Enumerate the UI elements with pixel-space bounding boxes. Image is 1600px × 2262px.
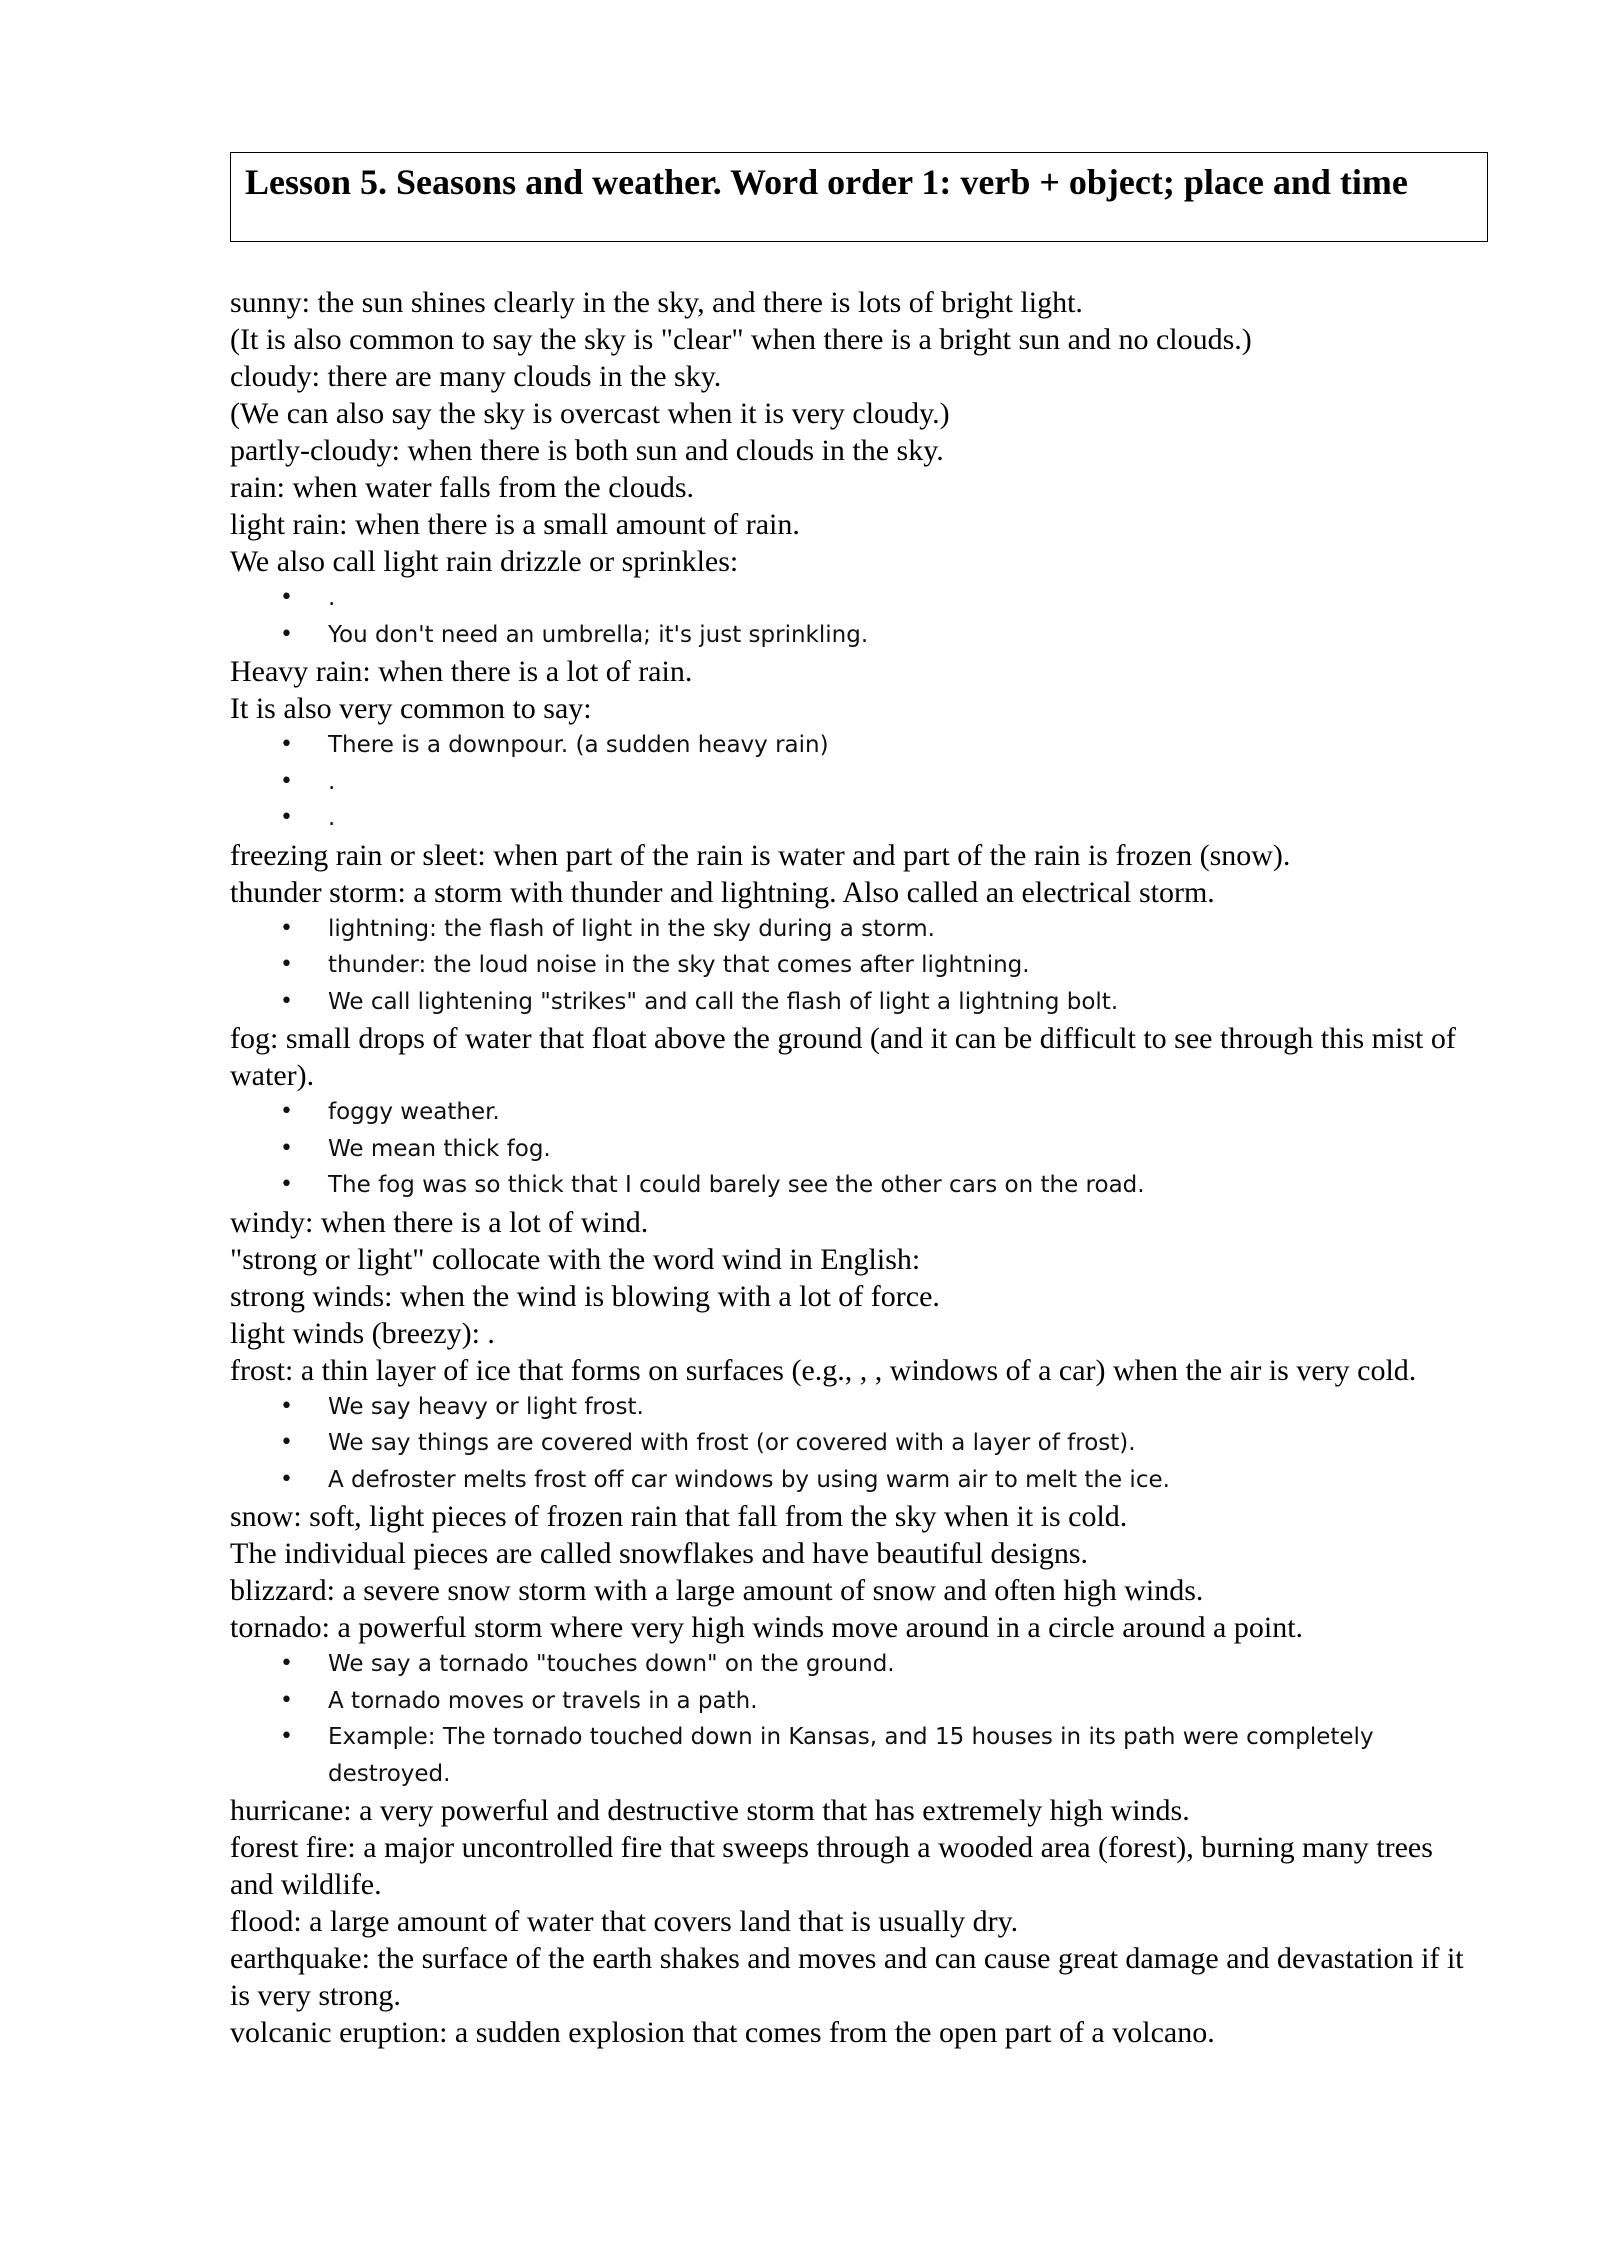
- list-item: [280, 984, 1480, 1021]
- list-item: [280, 911, 1480, 948]
- list-item: [280, 947, 1480, 984]
- bullet-icon: •: [280, 805, 293, 830]
- bullet-list: [230, 1389, 1480, 1499]
- bullet-icon: •: [280, 732, 293, 757]
- text-line: (We can also say the sky is overcast when it is very cloudy.): [230, 397, 950, 430]
- list-item-text: A defroster melts frost off car windows by using warm air to melt the ice.: [328, 1466, 1170, 1493]
- text-line: frost: a thin layer of ice that forms on surfaces (e.g., , , windows of a car) when the air is very cold.: [230, 1353, 1417, 1387]
- bullet-icon: •: [280, 1393, 293, 1419]
- text-line: partly-cloudy: when there is both sun and clouds in the sky.: [230, 434, 944, 467]
- bullet-icon: •: [280, 1724, 293, 1749]
- text-line: sunny: the sun shines clearly in the sky, and there is lots of bright light.: [230, 286, 1083, 319]
- bullet-list: [230, 911, 1480, 1021]
- list-item-text: Example: The tornado touched down in Kansas, and 15 houses in its path were completely destroyed.: [328, 1724, 1374, 1787]
- list-item-text: A tornado moves or travels in a path.: [328, 1687, 758, 1714]
- bullet-icon: •: [280, 915, 293, 941]
- bullet-icon: •: [280, 952, 293, 977]
- title-box: [230, 152, 1488, 242]
- list-item-text: We say heavy or light frost.: [328, 1393, 644, 1420]
- list-item: [280, 764, 1480, 801]
- bullet-icon: •: [280, 1099, 293, 1124]
- bullet-icon: •: [280, 1466, 293, 1492]
- list-item: [280, 1425, 1480, 1462]
- list-item-text: foggy weather.: [328, 1099, 500, 1125]
- list-item-text: .: [328, 585, 336, 611]
- list-item-text: You don't need an umbrella; it's just sprinkling.: [328, 621, 869, 648]
- bullet-icon: •: [280, 1172, 293, 1197]
- list-item: [280, 800, 1480, 837]
- list-item-text: We call lightening "strikes" and call the flash of light a lightning bolt.: [328, 988, 1119, 1015]
- text-line: strong winds: when the wind is blowing with a lot of force.: [230, 1279, 940, 1313]
- bullet-list: [230, 727, 1480, 837]
- text-line: windy: when there is a lot of wind.: [230, 1205, 649, 1239]
- list-item-text: We say a tornado "touches down" on the ground.: [328, 1651, 895, 1677]
- bullet-icon: •: [280, 1135, 293, 1161]
- bullet-icon: •: [280, 988, 293, 1014]
- list-item: [280, 1683, 1480, 1720]
- text-line: The individual pieces are called snowflakes and have beautiful designs.: [230, 1537, 1089, 1570]
- list-item: [280, 1131, 1480, 1168]
- list-item-text: .: [328, 805, 336, 831]
- text-line: hurricane: a very powerful and destructive storm that has extremely high winds.: [230, 1794, 1190, 1827]
- bullet-icon: •: [280, 1651, 293, 1676]
- list-item-text: We mean thick fog.: [328, 1135, 551, 1162]
- list-item: [280, 1462, 1480, 1499]
- text-line: volcanic eruption: a sudden explosion that comes from the open part of a volcano.: [230, 2016, 1215, 2049]
- text-line: rain: when water falls from the clouds.: [230, 471, 695, 504]
- bullet-icon: •: [280, 1430, 293, 1455]
- text-line: light rain: when there is a small amount of rain.: [230, 508, 800, 541]
- text-line: It is also very common to say:: [230, 692, 592, 725]
- text-line: light winds (breezy): .: [230, 1316, 495, 1350]
- lesson-title: Lesson 5. Seasons and weather. Word order 1: verb + object; place and time: [245, 162, 1408, 202]
- lesson-content: [230, 284, 1480, 2051]
- list-item: [280, 1167, 1480, 1204]
- list-item: [280, 1646, 1480, 1683]
- bullet-icon: •: [280, 768, 293, 794]
- text-line: flood: a large amount of water that covers land that is usually dry.: [230, 1905, 1019, 1938]
- list-item-text: lightning: the flash of light in the sky during a storm.: [328, 915, 935, 942]
- bullet-icon: •: [280, 1687, 293, 1713]
- bullet-list: [230, 580, 1480, 653]
- bullet-list: [230, 1646, 1480, 1792]
- bullet-list: [230, 1094, 1480, 1204]
- list-item-text: .: [328, 768, 336, 795]
- list-item: [280, 580, 1480, 617]
- text-line: earthquake: the surface of the earth shakes and moves and can cause great damage and devastation if it is very strong.: [230, 1942, 1464, 2012]
- list-item-text: The fog was so thick that I could barely see the other cars on the road.: [328, 1172, 1145, 1198]
- bullet-icon: •: [280, 585, 293, 610]
- text-line: snow: soft, light pieces of frozen rain that fall from the sky when it is cold.: [230, 1500, 1128, 1533]
- list-item: [280, 617, 1480, 654]
- text-line: blizzard: a severe snow storm with a large amount of snow and often high winds.: [230, 1574, 1204, 1607]
- text-line: (It is also common to say the sky is "clear" when there is a bright sun and no clouds.): [230, 323, 1252, 356]
- text-line: fog: small drops of water that float above the ground (and it can be difficult to see through this mist of water).: [230, 1022, 1456, 1092]
- bullet-icon: •: [280, 621, 293, 647]
- list-item: [280, 1389, 1480, 1426]
- text-line: tornado: a powerful storm where very high winds move around in a circle around a point.: [230, 1611, 1304, 1644]
- text-line: Heavy rain: when there is a lot of rain.: [230, 655, 693, 688]
- text-line: We also call light rain drizzle or sprinkles:: [230, 545, 739, 578]
- text-line: forest fire: a major uncontrolled fire that sweeps through a wooded area (forest), burning many trees and wildlife.: [230, 1831, 1433, 1901]
- text-line: thunder storm: a storm with thunder and lightning. Also called an electrical storm.: [230, 875, 1215, 909]
- list-item: [280, 1719, 1480, 1792]
- list-item: [280, 727, 1480, 764]
- text-line: freezing rain or sleet: when part of the rain is water and part of the rain is frozen (snow).: [230, 838, 1291, 872]
- list-item-text: There is a downpour. (a sudden heavy rain): [328, 732, 829, 758]
- list-item: [280, 1094, 1480, 1131]
- list-item-text: thunder: the loud noise in the sky that comes after lightning.: [328, 952, 1030, 978]
- text-line: "strong or light" collocate with the word wind in English:: [230, 1242, 921, 1276]
- text-line: cloudy: there are many clouds in the sky.: [230, 360, 722, 393]
- list-item-text: We say things are covered with frost (or covered with a layer of frost).: [328, 1430, 1136, 1456]
